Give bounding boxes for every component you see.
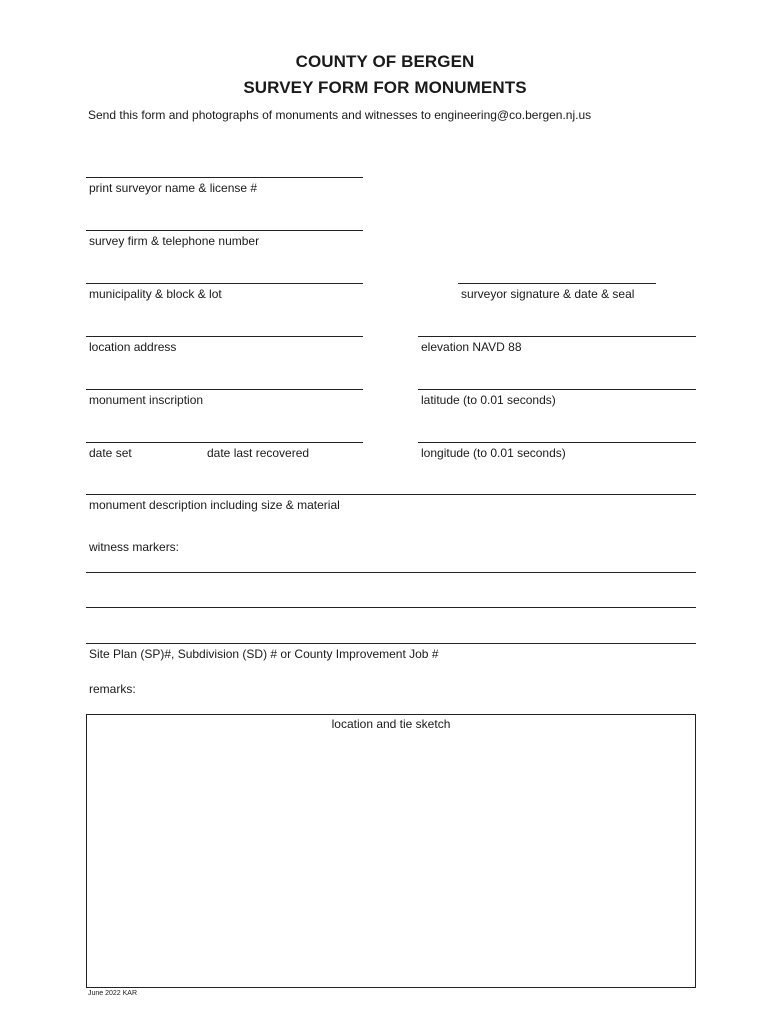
municipality-label: municipality & block & lot — [89, 287, 222, 301]
elevation-line[interactable] — [418, 336, 696, 337]
location-address-label: location address — [89, 340, 177, 354]
monument-inscription-line[interactable] — [86, 389, 363, 390]
longitude-label: longitude (to 0.01 seconds) — [421, 446, 566, 460]
site-plan-label: Site Plan (SP)#, Subdivision (SD) # or County Improvement Job # — [89, 647, 439, 661]
monument-description-label: monument description including size & material — [89, 498, 340, 512]
elevation-label: elevation NAVD 88 — [421, 340, 522, 354]
witness-markers-line-1[interactable] — [86, 572, 696, 573]
survey-firm-line[interactable] — [86, 230, 363, 231]
form-title: SURVEY FORM FOR MONUMENTS — [243, 78, 527, 97]
remarks-label: remarks: — [89, 682, 136, 696]
latitude-label: latitude (to 0.01 seconds) — [421, 393, 556, 407]
sketch-box[interactable] — [86, 714, 696, 988]
instructions-text: Send this form and photographs of monuments and witnesses to engineering@co.bergen.nj.us — [88, 108, 592, 122]
survey-firm-label: survey firm & telephone number — [89, 234, 260, 248]
location-address-line[interactable] — [86, 336, 363, 337]
witness-markers-line-3[interactable] — [86, 643, 696, 644]
sketch-label: location and tie sketch — [331, 717, 451, 731]
date-last-recovered-label: date last recovered — [207, 446, 310, 460]
dates-line[interactable] — [86, 442, 363, 443]
monument-inscription-label: monument inscription — [89, 393, 204, 407]
signature-label: surveyor signature & date & seal — [461, 287, 635, 301]
signature-line[interactable] — [458, 283, 656, 284]
latitude-line[interactable] — [418, 389, 696, 390]
surveyor-name-line[interactable] — [86, 177, 363, 178]
monument-description-line[interactable] — [86, 494, 696, 495]
municipality-line[interactable] — [86, 283, 363, 284]
surveyor-name-label: print surveyor name & license # — [89, 181, 258, 195]
longitude-line[interactable] — [418, 442, 696, 443]
witness-markers-line-2[interactable] — [86, 607, 696, 608]
date-set-label: date set — [89, 446, 132, 460]
county-title: COUNTY OF BERGEN — [295, 52, 475, 71]
footer-text: June 2022 KAR — [88, 990, 138, 997]
witness-markers-label: witness markers: — [89, 540, 180, 554]
